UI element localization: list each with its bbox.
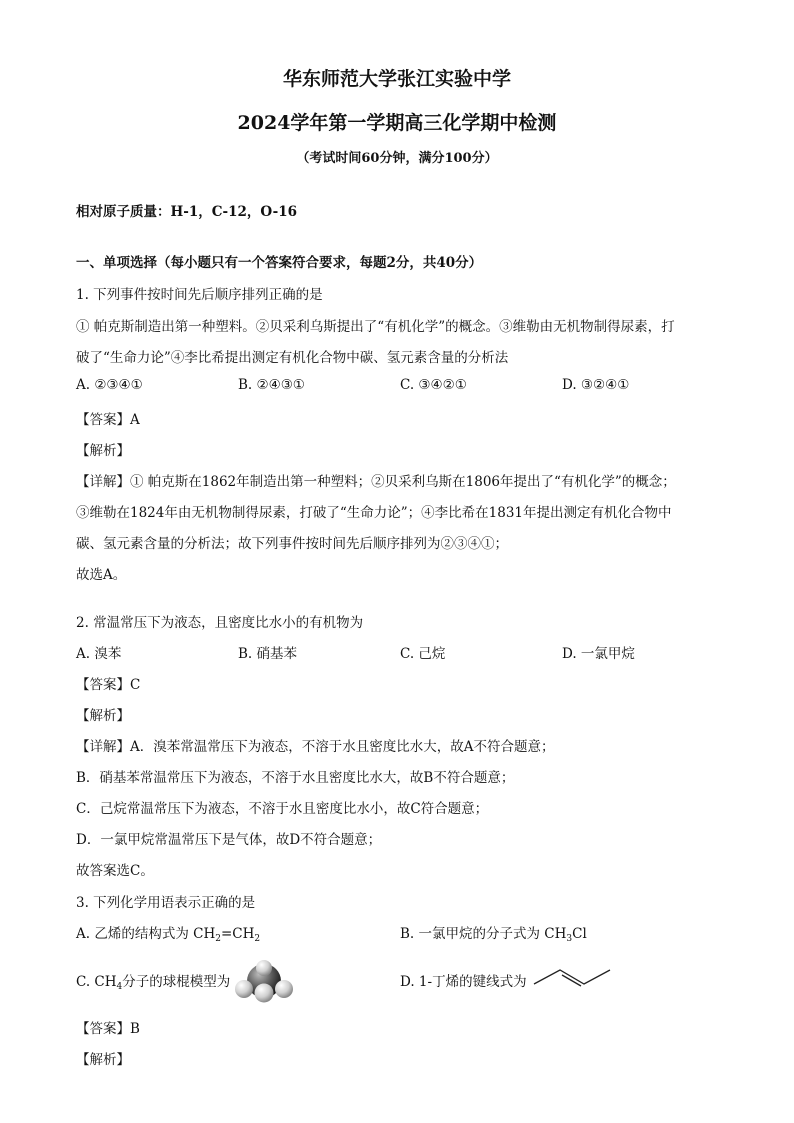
q3-option-b (400, 922, 587, 944)
q3-option-b-text: B. 一氯甲烷的分子式为 CH (400, 926, 567, 942)
q2-option-d: D. 一氯甲烷 (562, 646, 635, 662)
q3-option-b-sub: 3 (566, 934, 573, 944)
q1-option-a: A. ②③④① (76, 377, 143, 393)
q1-line2: 破了“生命力论”④李比希提出测定有机化合物中碳、氢元素含量的分析法 (76, 350, 509, 366)
exam-title: 2024学年第一学期高三化学期中检测 (237, 112, 557, 134)
q2-stem: 2. 常温常压下为液态，且密度比水小的有机物为 (76, 615, 364, 631)
q3-option-c-text: C. CH (76, 974, 117, 990)
q2-option-b: B. 硝基苯 (238, 646, 298, 662)
atomic-mass: 相对原子质量：H-1，C-12，O-16 (76, 204, 298, 220)
q3-option-a (76, 922, 260, 944)
q3-option-d: D. 1-丁烯的键线式为 (400, 974, 527, 990)
q3-option-c (76, 970, 230, 992)
q1-option-c: C. ③④②① (400, 377, 467, 393)
q3-option-a-mid: =CH (220, 926, 255, 942)
q1-detail2: ③维勒在1824年由无机物制得尿素，打破了“生命力论”；④李比希在1831年提出测定有机化合物中 (76, 505, 672, 521)
q2-detail-d: D．一氯甲烷常温常压下是气体，故D不符合题意； (76, 832, 382, 848)
q3-option-c-post: 分子的球棍模型为 (122, 974, 231, 990)
q3-stem: 3. 下列化学用语表示正确的是 (76, 895, 256, 911)
exam-info: （考试时间60分钟，满分100分） (296, 151, 498, 166)
q1-option-b: B. ②④③① (238, 377, 305, 393)
q3-option-b-post: Cl (572, 926, 587, 942)
section-heading: 一、单项选择（每小题只有一个答案符合要求，每题2分，共40分） (76, 255, 483, 271)
q2-option-c: C. 己烷 (400, 646, 446, 662)
q2-analysis: 【解析】 (76, 708, 130, 724)
q1-answer: 【答案】A (76, 412, 140, 428)
q2-detail-a: 【详解】A．溴苯常温常压下为液态，不溶于水且密度比水大，故A不符合题意； (76, 739, 555, 755)
q3-answer: 【答案】B (76, 1021, 140, 1037)
q1-conclusion: 故选A。 (76, 567, 127, 583)
q2-detail-c: C．己烷常温常压下为液态，不溶于水且密度比水小，故C符合题意； (76, 801, 489, 817)
school-name: 华东师范大学张江实验中学 (282, 68, 511, 90)
q3-analysis: 【解析】 (76, 1052, 130, 1068)
q2-detail-b: B．硝基苯常温常压下为液态，不溶于水且密度比水大，故B不符合题意； (76, 770, 515, 786)
q1-detail3: 碳、氢元素含量的分析法；故下列事件按时间先后顺序排列为②③④①； (76, 536, 508, 552)
q1-detail1: 【详解】① 帕克斯在1862年制造出第一种塑料；②贝采利乌斯在1806年提出了“有机化学”的概念； (76, 474, 676, 490)
q2-conclusion: 故答案选C。 (76, 863, 154, 879)
butene-skeletal-formula-figure (532, 964, 612, 988)
q3-option-a-sub2: 2 (254, 934, 261, 944)
q2-answer: 【答案】C (76, 677, 141, 693)
q3-option-c-sub: 4 (116, 982, 123, 992)
q1-option-d: D. ③②④① (562, 377, 630, 393)
q1-line1: ① 帕克斯制造出第一种塑料。②贝采利乌斯提出了“有机化学”的概念。③维勒由无机物制得尿素，打 (76, 319, 675, 335)
q1-stem: 1. 下列事件按时间先后顺序排列正确的是 (76, 287, 323, 303)
q1-analysis: 【解析】 (76, 443, 130, 459)
methane-ball-model-figure (232, 960, 296, 1004)
q3-option-a-sub1: 2 (215, 934, 221, 944)
q3-option-a-text: A. 乙烯的结构式为 CH (76, 926, 216, 942)
q2-option-a: A. 溴苯 (76, 646, 122, 662)
